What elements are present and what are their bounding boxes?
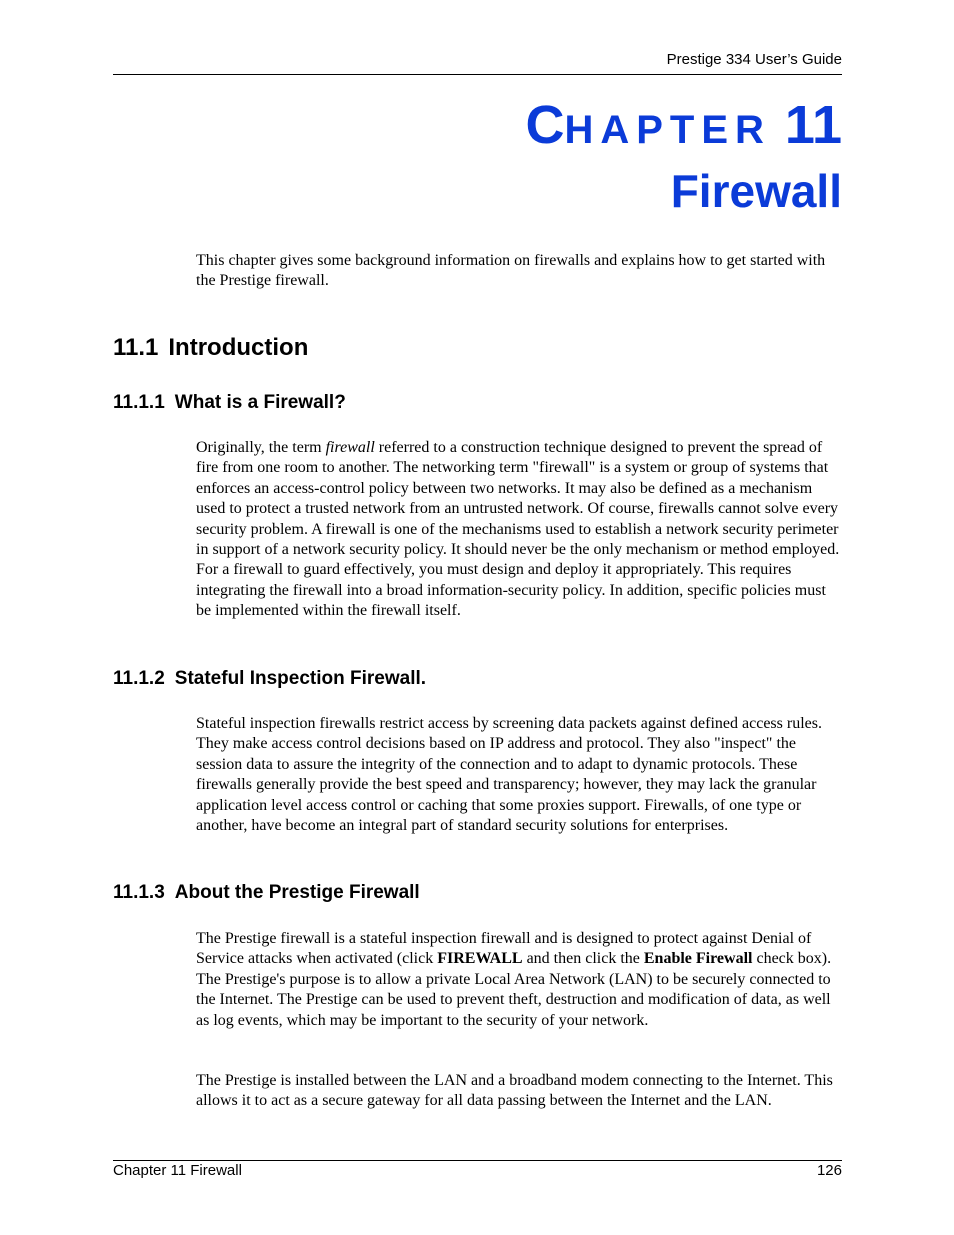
text-run: check box). The Prestige's purpose is to allow a private Local Area Network (LAN) to be securely connected to the Internet. The Prestige can be used to prevent theft, destruction and modification of data, as well as log events, which may be important to the security of your network. — [196, 950, 832, 1029]
footer-chapter-label: Chapter 11 Firewall — [113, 1162, 242, 1179]
bold-text-enable-firewall: Enable Firewall — [643, 950, 753, 968]
text-run: and then click the — [522, 950, 644, 968]
text-run: Originally, the term — [196, 439, 326, 456]
header-rule — [113, 74, 842, 75]
chapter-initial: C — [525, 95, 565, 155]
chapter-intro: This chapter gives some background information on firewalls and explains how to get started with the Prestige firewall. — [196, 252, 826, 290]
subsection-number: 11.1.1 — [113, 392, 165, 413]
emphasis-text: firewall — [325, 439, 375, 456]
running-header: Prestige 334 User’s Guide — [666, 51, 842, 68]
chapter-title: Firewall — [670, 165, 842, 217]
paragraph-prestige-installation: The Prestige is installed between the LAN and a broadband modem connecting to the Internet. This allows it to act as a secure gateway for all data passing between the Internet and the LAN. — [196, 1072, 833, 1110]
text-run: referred to a construction technique designed to prevent the spread of fire from one room to another. The networking term "firewall" is a system or group of systems that enforces an access-control policy between two networks. It may also be defined as a mechanism used to protect a trusted network from an untrusted network. Of course, firewalls cannot solve every security problem. A firewall is one of the mechanisms used to establish a network security perimeter in support of a network security policy. It should never be the only mechanism or method employed. For a firewall to guard effectively, you must design and deploy it appropriately. This requires integrating the firewall into a broad information-security policy. In addition, specific policies must be implemented within the firewall itself. — [196, 439, 840, 620]
subsection-heading-about-prestige-firewall — [113, 882, 420, 904]
subsection-title: Stateful Inspection Firewall. — [174, 668, 427, 689]
chapter-heading — [525, 95, 842, 155]
subsection-title: What is a Firewall? — [174, 392, 346, 413]
subsection-heading-what-is-firewall — [113, 392, 346, 414]
footer-rule — [113, 1160, 842, 1161]
paragraph-what-is-firewall — [196, 438, 844, 622]
subsection-title: About the Prestige Firewall — [174, 882, 420, 903]
subsection-number: 11.1.3 — [113, 882, 165, 903]
section-number: 11.1 — [113, 334, 159, 361]
chapter-word: HAPTER — [564, 108, 771, 152]
page-number: 126 — [816, 1162, 842, 1179]
chapter-number: 11 — [784, 95, 842, 155]
bold-text-firewall: FIREWALL — [437, 950, 523, 968]
text-run: The Prestige firewall is a stateful inspection firewall and is designed to protect against Denial of Service attacks when activated (click — [196, 930, 812, 968]
paragraph-about-prestige-firewall — [196, 929, 844, 1031]
subsection-number: 11.1.2 — [113, 668, 165, 689]
section-heading-introduction — [113, 334, 308, 362]
subsection-heading-stateful-inspection — [113, 668, 426, 690]
section-title: Introduction — [168, 334, 309, 361]
paragraph-stateful-inspection: Stateful inspection firewalls restrict access by screening data packets against defined access rules. They make access control decisions based on IP address and protocol. They also "inspect" the session data to assure the integrity of the connection and to adapt to dynamic protocols. These firewalls generally provide the best speed and transparency; however, they may lack the granular application level access control or caching that some proxies support. Firewalls, of one type or another, have become an integral part of standard security solutions for enterprises. — [196, 715, 822, 835]
